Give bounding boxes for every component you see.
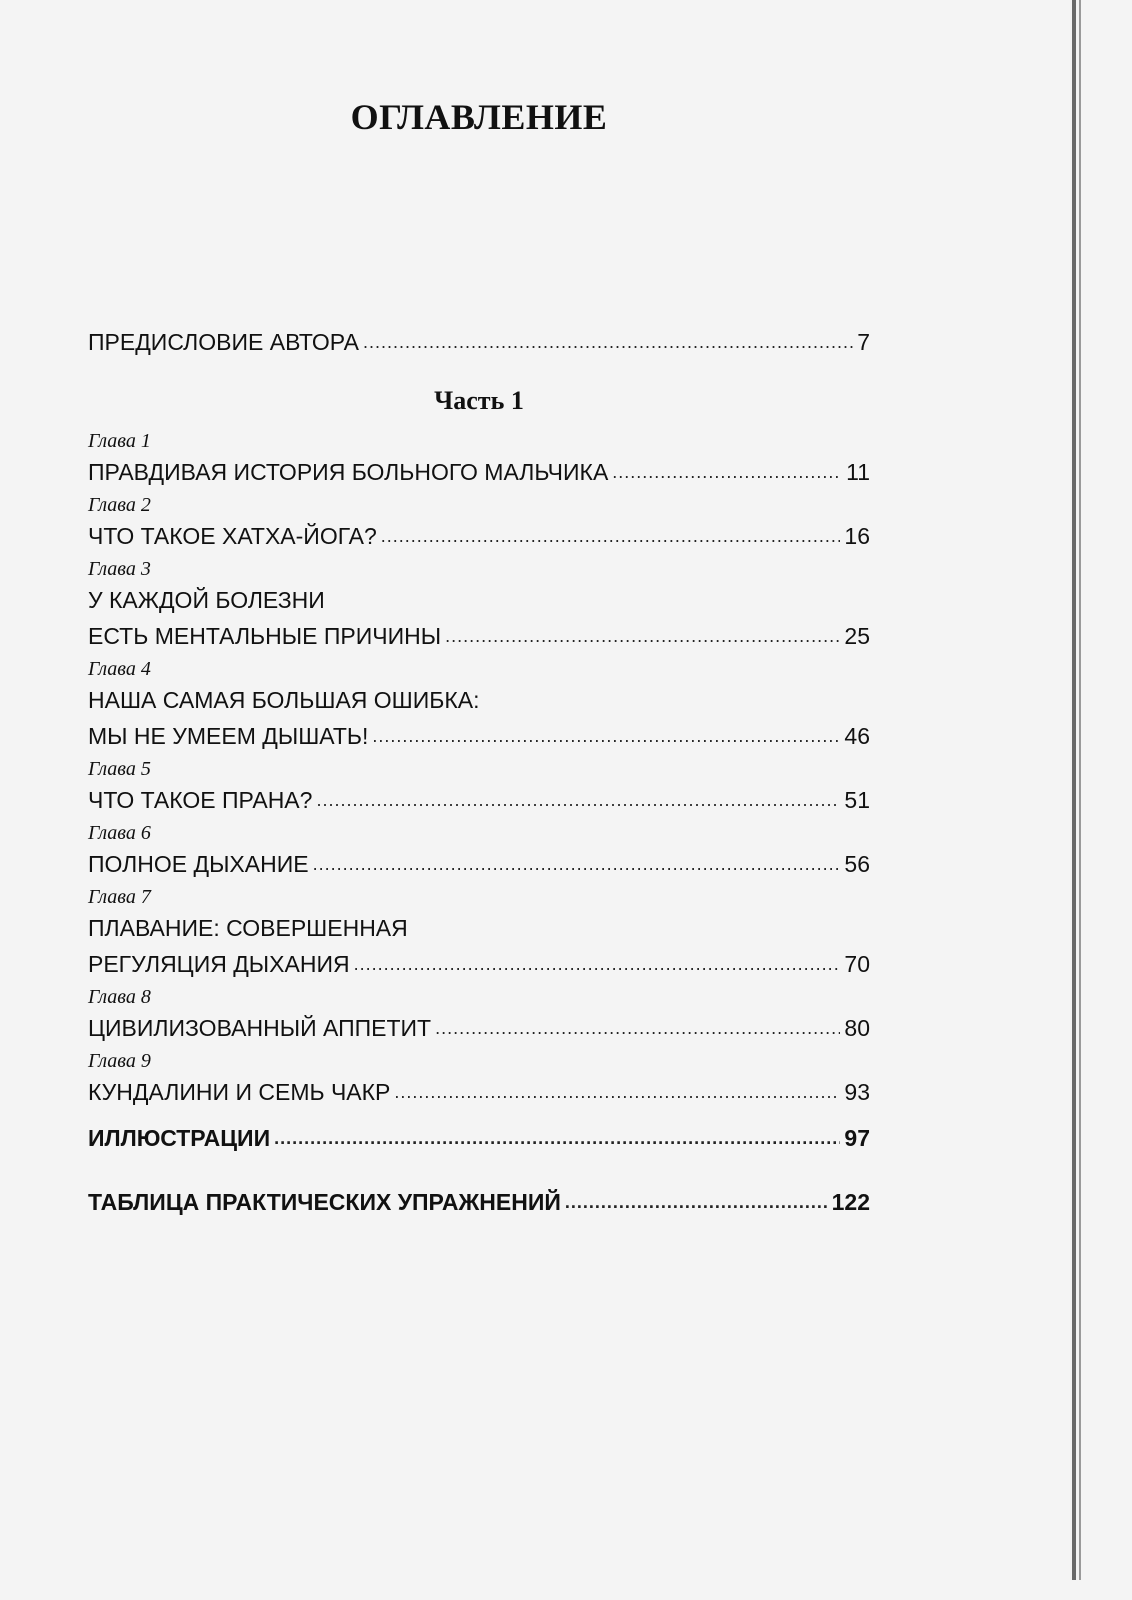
dot-leader (445, 618, 840, 654)
page-number: 93 (844, 1079, 870, 1105)
entry-line (88, 518, 870, 554)
entry-line (88, 1074, 870, 1110)
toc-entry-illustrations (88, 1120, 870, 1156)
entry-title: ПОЛНОЕ ДЫХАНИЕ (88, 851, 309, 877)
part-heading: Часть 1 (434, 386, 524, 415)
page-number: 122 (831, 1189, 870, 1215)
chapter-label: Глава 9 (88, 1050, 151, 1072)
chapter-label: Глава 4 (88, 658, 151, 680)
chapter-label: Глава 8 (88, 986, 151, 1008)
entry-line (88, 910, 870, 946)
chapter-label: Глава 5 (88, 758, 151, 780)
chapter-label: Глава 7 (88, 886, 151, 908)
page-number: 97 (844, 1125, 870, 1151)
dot-leader (394, 1074, 840, 1110)
entry-title-continued: МЫ НЕ УМЕЕМ ДЫШАТЬ! (88, 723, 369, 749)
toc-entry-chapter-8 (88, 984, 870, 1046)
dot-leader (363, 324, 853, 360)
entry-line (88, 782, 870, 818)
entry-title: ПЛАВАНИЕ: СОВЕРШЕННАЯ (88, 915, 408, 941)
page-number: 51 (844, 787, 870, 813)
toc-entry-chapter-2 (88, 492, 870, 554)
toc-entry-chapter-7 (88, 884, 870, 982)
chapter-label: Глава 1 (88, 430, 151, 452)
chapter-label: Глава 2 (88, 494, 151, 516)
page-edge-line (1072, 0, 1076, 1580)
entry-title: ЧТО ТАКОЕ ПРАНА? (88, 787, 313, 813)
entry-line (88, 1010, 870, 1046)
page-number: 25 (844, 623, 870, 649)
dot-leader (354, 946, 841, 982)
dot-leader (274, 1120, 840, 1156)
dot-leader (381, 518, 841, 554)
entry-line (88, 618, 870, 654)
toc-title: ОГЛАВЛЕНИЕ (350, 97, 608, 137)
toc-entry-chapter-1 (88, 428, 870, 490)
entry-title: ИЛЛЮСТРАЦИИ (88, 1125, 271, 1151)
page-number: 70 (844, 951, 870, 977)
page-number: 16 (844, 523, 870, 549)
dot-leader (612, 454, 842, 490)
toc-entry-exercises-table (88, 1184, 870, 1220)
chapter-label: Глава 6 (88, 822, 151, 844)
dot-leader (372, 718, 840, 754)
toc-entry-chapter-3 (88, 556, 870, 654)
dot-leader (316, 782, 840, 818)
toc-entry-chapter-5 (88, 756, 870, 818)
page-number: 46 (844, 723, 870, 749)
toc-entry-chapter-4 (88, 656, 870, 754)
entry-title: ЧТО ТАКОЕ ХАТХА-ЙОГА? (88, 523, 377, 549)
entry-title: ТАБЛИЦА ПРАКТИЧЕСКИХ УПРАЖНЕНИЙ (88, 1189, 561, 1215)
page-number: 7 (857, 329, 870, 355)
page-number: 56 (844, 851, 870, 877)
chapter-label: Глава 3 (88, 558, 151, 580)
entry-line (88, 718, 870, 754)
table-of-contents (88, 95, 870, 1220)
entry-title: КУНДАЛИНИ И СЕМЬ ЧАКР (88, 1079, 391, 1105)
toc-entry-chapter-9 (88, 1048, 870, 1110)
entry-title-continued: РЕГУЛЯЦИЯ ДЫХАНИЯ (88, 951, 350, 977)
entry-line (88, 582, 870, 618)
entry-title: ПРЕДИСЛОВИЕ АВТОРА (88, 329, 359, 355)
dot-leader (435, 1010, 840, 1046)
page-number: 80 (844, 1015, 870, 1041)
entry-title-continued: ЕСТЬ МЕНТАЛЬНЫЕ ПРИЧИНЫ (88, 623, 442, 649)
entry-title: У КАЖДОЙ БОЛЕЗНИ (88, 587, 325, 613)
page-edge-line-secondary (1079, 0, 1081, 1580)
toc-entry-preface (88, 324, 870, 360)
entry-line (88, 682, 870, 718)
entry-title: ПРАВДИВАЯ ИСТОРИЯ БОЛЬНОГО МАЛЬЧИКА (88, 459, 609, 485)
entry-line (88, 846, 870, 882)
entry-line (88, 946, 870, 982)
dot-leader (313, 846, 841, 882)
entry-title: ЦИВИЛИЗОВАННЫЙ АППЕТИТ (88, 1015, 432, 1041)
page-number: 11 (846, 459, 870, 485)
entry-line (88, 454, 870, 490)
dot-leader (565, 1184, 828, 1220)
toc-entry-chapter-6 (88, 820, 870, 882)
entry-title: НАША САМАЯ БОЛЬШАЯ ОШИБКА: (88, 687, 480, 713)
